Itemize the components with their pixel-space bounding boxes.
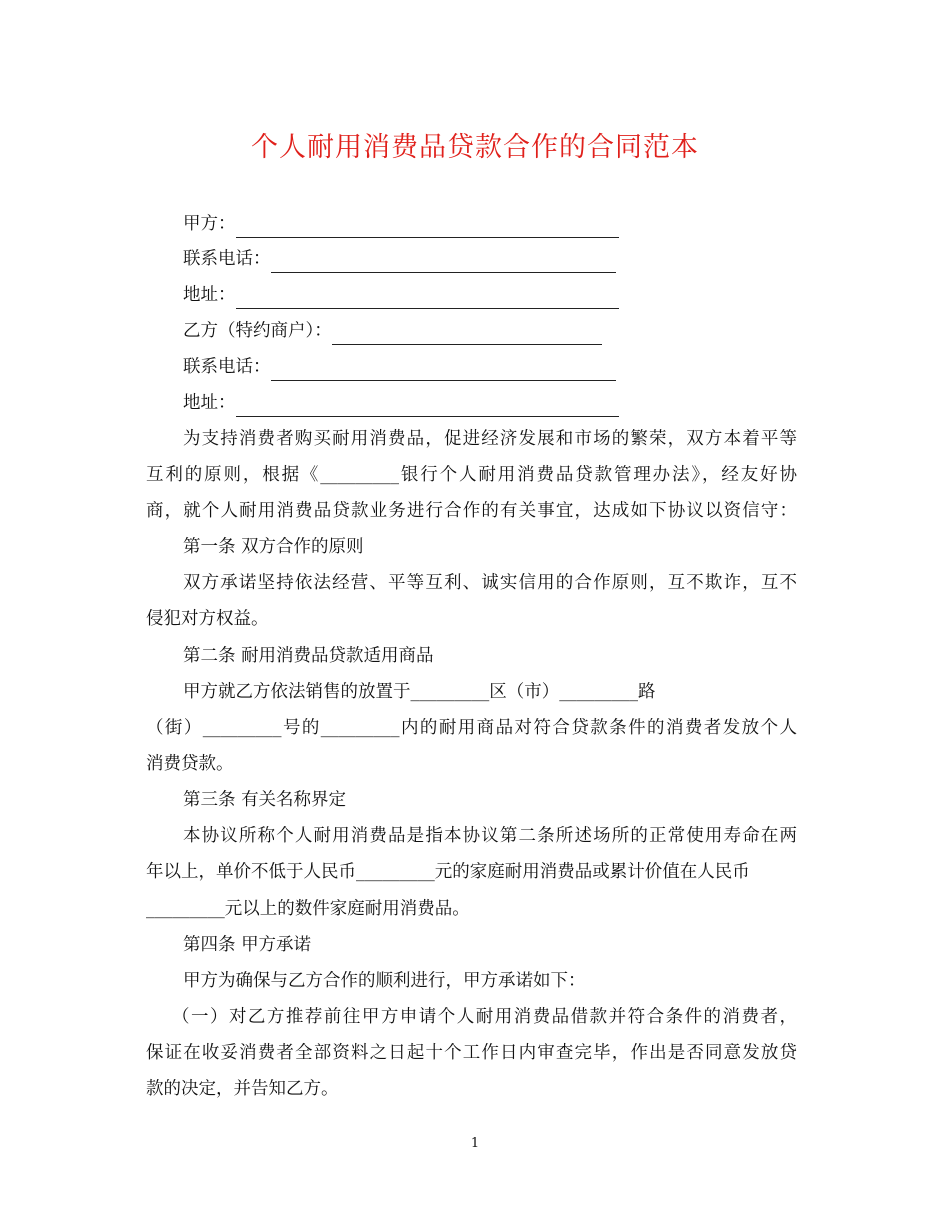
field-label: 联系电话： xyxy=(183,249,271,269)
field-label: 地址： xyxy=(183,285,236,305)
field-label: 地址： xyxy=(183,393,236,413)
party-a-phone-field xyxy=(183,245,616,273)
field-blank xyxy=(236,396,619,417)
field-blank xyxy=(271,252,616,273)
intro-line: 为支持消费者购买耐用消费品，促进经济发展和市场的繁荣，双方本着平等 xyxy=(183,429,797,449)
field-blank xyxy=(332,324,602,345)
field-label: 联系电话： xyxy=(183,357,271,377)
article-4-heading: 第四条 甲方承诺 xyxy=(183,935,312,955)
field-label: 乙方（特约商户）： xyxy=(183,321,332,341)
page-number: 1 xyxy=(470,1136,480,1151)
article-4-intro: 甲方为确保与乙方合作的顺利进行，甲方承诺如下： xyxy=(183,971,586,991)
article-2-line: 消费贷款。 xyxy=(146,754,234,774)
article-3-line: _________元以上的数件家庭耐用消费品。 xyxy=(146,899,470,919)
field-blank xyxy=(236,217,619,238)
page-title: 个人耐用消费品贷款合作的合同范本 xyxy=(251,132,699,163)
article-4-item-line: （一）对乙方推荐前往甲方申请个人耐用消费品借款并符合条件的消费者， xyxy=(172,1007,797,1027)
article-1-heading: 第一条 双方合作的原则 xyxy=(183,537,364,557)
party-a-address-field xyxy=(183,281,619,309)
article-1-line: 侵犯对方权益。 xyxy=(146,609,269,629)
field-blank xyxy=(236,288,619,309)
article-3-heading: 第三条 有关名称界定 xyxy=(183,790,347,810)
article-2-heading: 第二条 耐用消费品贷款适用商品 xyxy=(183,646,434,666)
field-label: 甲方： xyxy=(183,214,236,234)
party-b-address-field xyxy=(183,389,619,417)
article-2-line: （街）_________号的_________内的耐用商品对符合贷款条件的消费者发放个人 xyxy=(146,718,797,738)
party-a-field xyxy=(183,210,619,238)
article-2-line: 甲方就乙方依法销售的放置于_________区（市）_________路 xyxy=(183,682,656,702)
article-3-line: 年以上，单价不低于人民币_________元的家庭耐用消费品或累计价值在人民币 xyxy=(146,862,750,882)
party-b-field xyxy=(183,317,602,345)
field-blank xyxy=(271,360,616,381)
article-4-item-line: 保证在收妥消费者全部资料之日起十个工作日内审查完毕，作出是否同意发放贷 xyxy=(146,1043,797,1063)
party-b-phone-field xyxy=(183,353,616,381)
article-1-line: 双方承诺坚持依法经营、平等互利、诚实信用的合作原则，互不欺诈，互不 xyxy=(183,573,797,593)
intro-line: 商，就个人耐用消费品贷款业务进行合作的有关事宜，达成如下协议以资信守： xyxy=(146,501,797,521)
article-3-line: 本协议所称个人耐用消费品是指本协议第二条所述场所的正常使用寿命在两 xyxy=(183,826,797,846)
intro-line: 互利的原则，根据《_________银行个人耐用消费品贷款管理办法》，经友好协 xyxy=(146,465,797,485)
article-4-item-line: 款的决定，并告知乙方。 xyxy=(146,1079,339,1099)
